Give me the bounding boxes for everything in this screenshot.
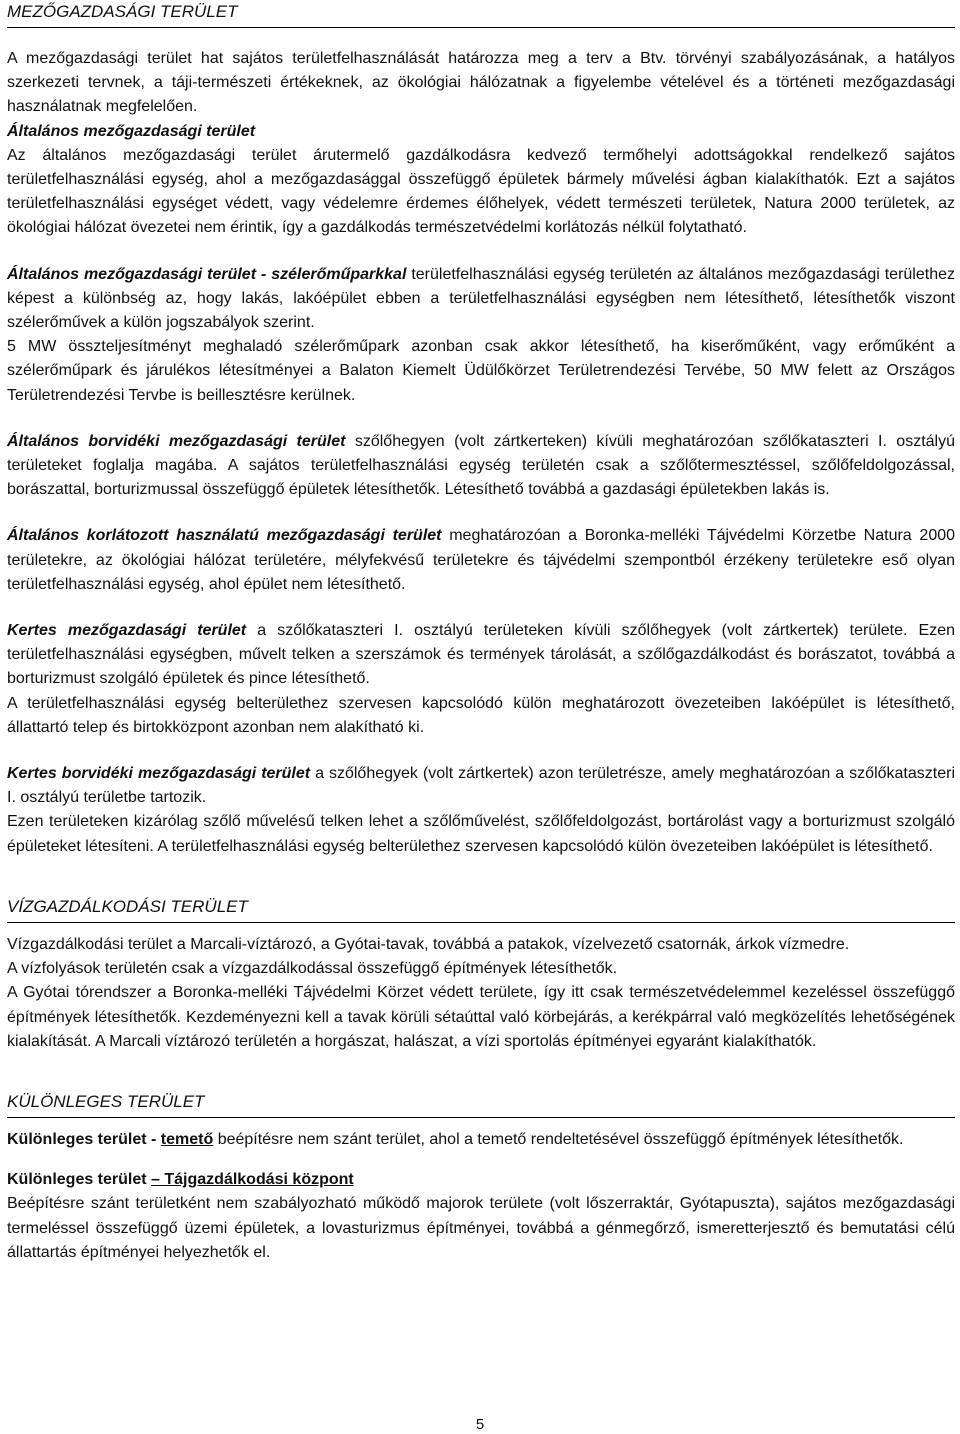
paragraph-szeleromu-2: 5 MW összteljesítményt meghaladó szélerőműpark azonban csak akkor létesíthető, ha kiserőműként, vagy erőműként a szélerőműpark és járulékos létesítményei a Balaton Kiemelt Üdülőkörzet Területrendezési Tervébe, 50 MW felett az Országos Területrendezési Tervbe is beillesztésre kerülnek. — [7, 338, 955, 404]
document-page — [7, 0, 955, 1265]
heading-temeto-a: Különleges terület - — [7, 1130, 161, 1148]
paragraph-viz-1: Vízgazdálkodási terület a Marcali-víztározó, a Gyótai-tavak, továbbá a patakok, vízelvezető csatornák, árkok vízmedre. — [7, 935, 850, 953]
subheading-altalanos-text: Általános mezőgazdasági terület — [7, 122, 256, 140]
heading-szeleromu-b: szélerőműparkkal — [271, 265, 407, 283]
paragraph-kertes — [7, 619, 955, 692]
paragraph-tajgazdalkodasi: Beépítésre szánt területként nem szabályozható működő majorok területe (volt lőszerraktár, Gyótapuszta), sajátos mezőgazdasági termeléssel összefüggő üzemi épületek, a lovasturizmus építményei, továbbá a génmegőrző, ismeretterjesztő és bemutatási célú állattartás építményei helyezhetők el. — [7, 1195, 955, 1261]
subheading-tajgazdalkodasi — [7, 1168, 955, 1192]
heading-tajgazdalkodasi-b: – Tájgazdálkodási központ — [151, 1171, 354, 1189]
paragraph-kertes-borvideki — [7, 762, 955, 810]
text-korlatozott: meghatározóan a Boronka-melléki Tájvédelmi Körzetbe Natura 2000 területekre, az ökológiai hálózat területére, mélyfekvésű területekre és tájvédelmi szempontból érzékeny területekre eső olyan területfelhasználási egység, ahol épület nem létesíthető. — [7, 527, 956, 593]
text-szeleromu: területfelhasználási egység területén az általános mezőgazdasági területhez képest a különbség az, hogy lakás, lakóépület ebben a területfelhasználási egységben nem létesíthető, létesíthetők viszont szélerőművek a külön jogszabályok szerint. — [7, 265, 956, 332]
heading-kertes-borvideki-a: Kertes borvidéki — [7, 765, 138, 783]
paragraph-temeto — [7, 1128, 955, 1152]
heading-korlatozott-b: mezőgazdasági terület — [266, 527, 442, 545]
paragraph-kertes-borvideki-2: Ezen területeken kizárólag szőlő művelésű telken lehet a szőlőművelést, szőlőfeldolgozást, bortárolást vagy a borturizmust szolgáló épületeket létesíteni. A területfelhasználási egység belterülethez szervesen kapcsolódó külön övezeteiben lakóépület is létesíthető. — [7, 813, 955, 855]
section-title-kulonleges: KÜLÖNLEGES TERÜLET — [7, 1090, 955, 1118]
text-temeto: beépítésre nem szánt terület, ahol a temető rendeltetésével összefüggő építmények létesíthetők. — [213, 1130, 904, 1148]
text-kertes-borvideki: a szőlőhegyek (volt zártkertek) azon területrésze, amely meghatározóan a szőlőkataszteri I. osztályú területbe tartozik. — [7, 765, 956, 807]
heading-kertes-borvideki-b: mezőgazdasági terület — [137, 765, 311, 783]
paragraph-viz-3: A Gyótai tórendszer a Boronka-melléki Tájvédelmi Körzet védett területe, így itt csak természetvédelemmel kezeléssel összefüggő építmények létesíthetők. Kezdeményezni kell a tavak körüli sétaúttal való körbejárás, a kerékpárral való megközelítés lehetőségének kialakítását. A Marcali víztározó területén a horgászat, halászat, a vízi sportolás építményei egyaránt kialakíthatók. — [7, 984, 955, 1050]
heading-borvideki-b: mezőgazdasági terület — [168, 432, 346, 450]
section-title-vizgazdalkodasi: VÍZGAZDÁLKODÁSI TERÜLET — [7, 895, 955, 923]
paragraph-kertes-2: A területfelhasználási egység belterülethez szervesen kapcsolódó külön meghatározott övezeteiben lakóépület is létesíthető, állattartó telep és birtokközpont azonban nem alakítható ki. — [7, 694, 955, 736]
text-borvideki: szőlőhegyen (volt zártkerteken) kívüli meghatározóan szőlőkataszteri I. osztályú területeket foglalja magába. A sajátos területfelhasználási egység területén csak a szőlőtermesztéssel, szőlőfeldolgozással, borászattal, borturizmussal összefüggő épületek létesíthetők. Létesíthető továbbá a gazdasági épületekben lakás is. — [7, 432, 956, 499]
heading-korlatozott-a: Általános korlátozott használatú — [7, 527, 267, 545]
page-number: 5 — [475, 1416, 485, 1433]
paragraph-viz-2: A vízfolyások területén csak a vízgazdálkodással összefüggő építmények létesíthetők. — [7, 960, 618, 978]
paragraph-korlatozott — [7, 524, 955, 597]
paragraph-intro: A mezőgazdasági terület hat sajátos területfelhasználását határozza meg a terv a Btv. törvényi szabályozásának, a hatályos szerkezeti tervnek, a táji-természeti értékeknek, az ökológiai hálózatnak a figyelembe vételével és a történeti mezőgazdasági használatnak megfelelően. — [7, 50, 955, 116]
section-title-mezogazdasagi: MEZŐGAZDASÁGI TERÜLET — [7, 0, 955, 28]
paragraph-szeleromu — [7, 263, 955, 336]
text-kertes: a szőlőkataszteri I. osztályú területeken kívüli szőlőhegyek (volt zártkertek) területe. Ezen területfelhasználási egységben, művelt telken a szerszámok és termények tárolását, a szőlőgazdálkodást és borászatot, továbbá a borturizmust szolgáló épületek és pince létesíthető. — [7, 622, 956, 688]
heading-tajgazdalkodasi-a: Különleges terület — [7, 1171, 152, 1189]
heading-temeto-b: temető — [160, 1130, 214, 1148]
paragraph-borvideki — [7, 430, 955, 503]
subheading-altalanos — [7, 120, 955, 144]
heading-kertes-b: mezőgazdasági terület — [67, 622, 247, 640]
heading-szeleromu-a: Általános mezőgazdasági terület - — [7, 265, 272, 283]
paragraph-altalanos: Az általános mezőgazdasági terület árutermelő gazdálkodásra kedvező termőhelyi adottságokkal rendelkező sajátos területfelhasználási egység, ahol a mezőgazdasággal összefüggő épületek bármely művelési ágban kialakíthatók. Ezt a sajátos területfelhasználási egységet védett, vagy védelemre érdemes élőhelyek, védett természeti területek, Natura 2000 területek, az ökológiai hálózat övezetei nem érintik, így a gazdálkodás természetvédelmi korlátozás nélkül folytatható. — [7, 146, 955, 237]
heading-kertes-a: Kertes — [7, 622, 68, 640]
heading-borvideki-a: Általános borvidéki — [7, 432, 169, 450]
